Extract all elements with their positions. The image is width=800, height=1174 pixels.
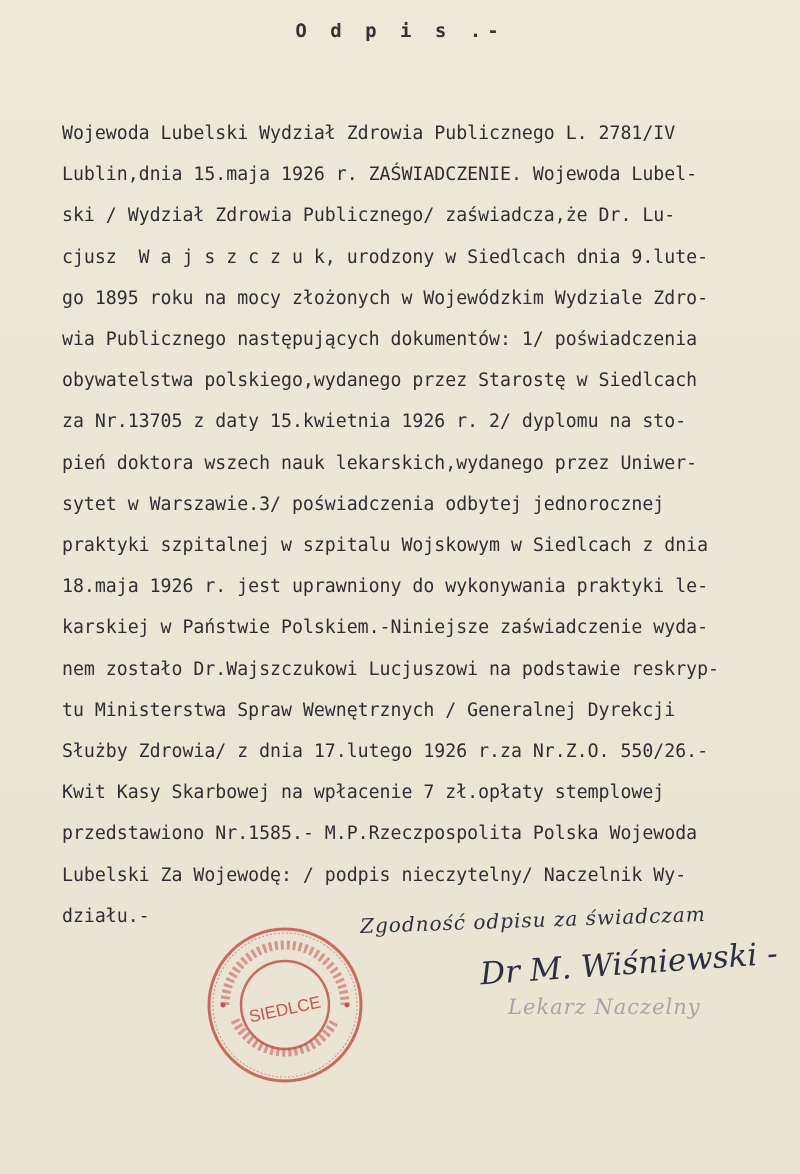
body-line: wia Publicznego następujących dokumentów: 1/ poświadczenia <box>62 329 698 351</box>
body-line: Kwit Kasy Skarbowej na wpłacenie 7 zł.opłaty stemplowej <box>62 782 665 804</box>
body-line: za Nr.13705 z daty 15.kwietnia 1926 r. 2/ dyplomu na sto- <box>62 411 687 433</box>
document-heading: O d p i s .- <box>295 20 505 42</box>
body-line: 18.maja 1926 r. jest uprawniony do wykonywania praktyki le- <box>62 576 709 598</box>
body-line: Wojewoda Lubelski Wydział Zdrowia Publicznego L. 2781/IV <box>62 123 676 144</box>
body-line: sytet w Warszawie.3/ poświadczenia odbytej jednorocznej <box>62 493 665 515</box>
certification-handwriting: Zgodność odpisu za świadczam <box>359 901 707 939</box>
signature: Dr M. Wiśniewski - <box>479 935 779 993</box>
body-line: tu Ministerstwa Spraw Wewnętrznych / Generalnej Dyrekcji <box>62 699 676 721</box>
body-line: praktyki szpitalnej w szpitalu Wojskowym w Siedlcach z dnia <box>62 535 709 557</box>
body-line: przedstawiono Nr.1585.- M.P.Rzeczpospolita Polska Wojewoda <box>62 823 698 845</box>
body-line: Lublin,dnia 15.maja 1926 r. ZAŚWIADCZENIE. Wojewoda Lubel- <box>62 164 698 186</box>
seal-center-text: SIEDLCE <box>247 992 323 1027</box>
body-line: ski / Wydział Zdrowia Publicznego/ zaświadcza,że Dr. Lu- <box>62 205 676 227</box>
body-line: Lubelski Za Wojewodę: / podpis nieczytelny/ Naczelnik Wy- <box>62 864 687 886</box>
document-body <box>62 113 792 937</box>
body-line: cjusz W a j s z c z u k, urodzony w Siedlcach dnia 9.lute- <box>62 246 709 268</box>
body-line: karskiej w Państwie Polskiem.-Niniejsze zaświadczenie wyda- <box>62 617 709 639</box>
body-line: Służby Zdrowia/ z dnia 17.lutego 1926 r.za Nr.Z.O. 550/26.- <box>62 741 709 763</box>
body-line: go 1895 roku na mocy złożonych w Wojewódzkim Wydziale Zdro- <box>62 287 709 309</box>
official-seal <box>205 925 365 1085</box>
body-line: obywatelstwa polskiego,wydanego przez Starostę w Siedlcach <box>62 370 698 392</box>
body-line: nem zostało Dr.Wajszczukowi Lucjuszowi na podstawie reskryp- <box>62 658 719 680</box>
body-line: działu.- <box>62 905 150 927</box>
seal-graphic <box>205 925 365 1085</box>
signature-title-stamp: Lekarz Naczelny <box>508 995 701 1019</box>
body-line: pień doktora wszech nauk lekarskich,wydanego przez Uniwer- <box>62 452 698 474</box>
